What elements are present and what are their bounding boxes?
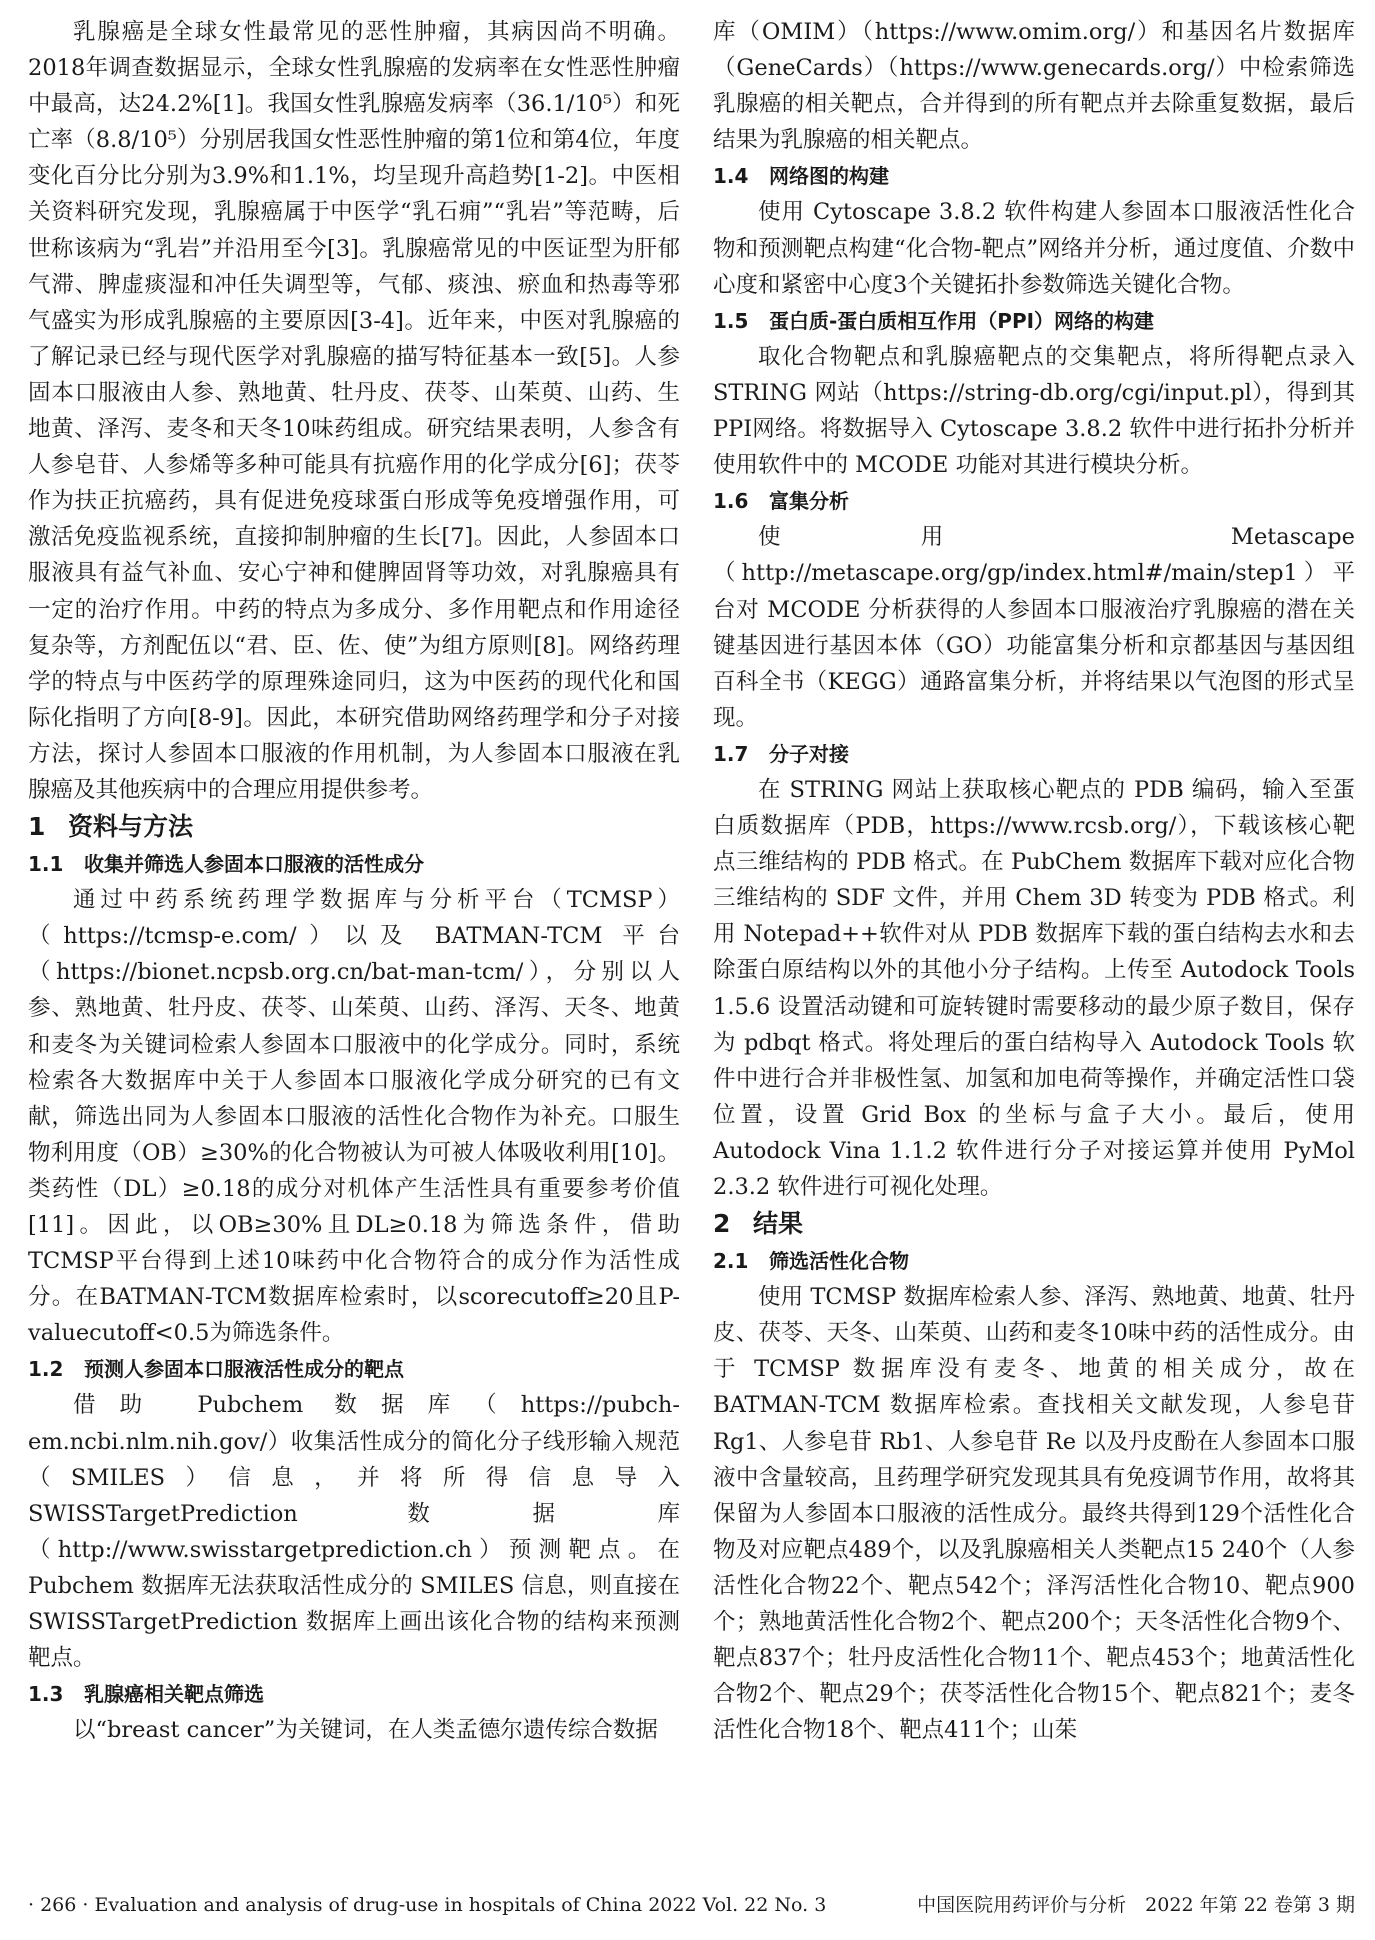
- subsection-heading: [28, 846, 680, 882]
- heading-number: 1: [28, 812, 46, 842]
- subsection-heading: [713, 303, 1355, 339]
- paragraph: 乳腺癌是全球女性最常见的恶性肿瘤，其病因尚不明确。2018年调查数据显示，全球女性乳腺癌的发病率在女性恶性肿瘤中最高，达24.2%[1]。我国女性乳腺癌发病率（36.1/10⁵）和死亡率（8.8/10⁵）分别居我国女性恶性肿瘤的第1位和第4位，年度变化百分比分别为3.9%和1.1%，均呈现升高趋势[1-2]。中医相关资料研究发现，乳腺癌属于中医学“乳石痈”“乳岩”等范畴，后世称该病为“乳岩”并沿用至今[3]。乳腺癌常见的中医证型为肝郁气滞、脾虚痰湿和冲任失调型等，气郁、痰浊、瘀血和热毒等邪气盛实为形成乳腺癌的主要原因[3-4]。近年来，中医对乳腺癌的了解记录已经与现代医学对乳腺癌的描写特征基本一致[5]。人参固本口服液由人参、熟地黄、牡丹皮、茯苓、山茱萸、山药、生地黄、泽泻、麦冬和天冬10味药组成。研究结果表明，人参含有人参皂苷、人参烯等多种可能具有抗癌作用的化学成分[6]；茯苓作为扶正抗癌药，具有促进免疫球蛋白形成等免疫增强作用，可激活免疫监视系统，直接抑制肿瘤的生长[7]。因此，人参固本口服液具有益气补血、安心宁神和健脾固肾等功效，对乳腺癌具有一定的治疗作用。中药的特点为多成分、多作用靶点和作用途径复杂等，方剂配伍以“君、臣、佐、使”为组方原则[8]。网络药理学的特点与中医药学的原理殊途同归，这为中医药的现代化和国际化指明了方向[8-9]。因此，本研究借助网络药理学和分子对接方法，探讨人参固本口服液的作用机制，为人参固本口服液在乳腺癌及其他疾病中的合理应用提供参考。: [28, 19, 680, 803]
- heading-number: 1.1: [28, 852, 64, 877]
- heading-text: 富集分析: [769, 489, 849, 514]
- heading-text: 结果: [753, 1209, 804, 1239]
- paragraph: 使用 Metascape（http://metascape.org/gp/index.html#/main/step1）平台对 MCODE 分析获得的人参固本口服液治疗乳腺癌的潜在关键基因进行基因本体（GO）功能富集分析和京都基因与基因组百科全书（KEGG）通路富集分析，并将结果以气泡图的形式呈现。: [713, 524, 1355, 731]
- paragraph: 库（OMIM）（https://www.omim.org/）和基因名片数据库（GeneCards）（https://www.genecards.org/）中检索筛选乳腺癌的相关靶点，合并得到的所有靶点并去除重复数据，最后结果为乳腺癌的相关靶点。: [713, 19, 1355, 154]
- paragraph: 在 STRING 网站上获取核心靶点的 PDB 编码，输入至蛋白质数据库（PDB，https://www.rcsb.org/），下载该核心靶点三维结构的 PDB 格式。在 PubChem 数据库下载对应化合物三维结构的 SDF 文件，并用 Chem 3D 转变为 PDB 格式。利用 Notepad++软件对从 PDB 数据库下载的蛋白结构去水和去除蛋白原结构以外的其他小分子结构。上传至 Autodock Tools 1.5.6 设置活动键和可旋转键时需要移动的最少原子数目，保存为 pdbqt 格式。将处理后的蛋白结构导入 Autodock Tools 软件中进行合并非极性氢、加氢和加电荷等操作，并确定活性口袋位置，设置 Grid Box 的坐标与盒子大小。最后，使用 Autodock Vina 1.1.2 软件进行分子对接运算并使用 PyMol 2.3.2 软件进行可视化处理。: [713, 776, 1355, 1200]
- paragraph: 借助 Pubchem 数据库（https://pubch-em.ncbi.nlm.nih.gov/）收集活性成分的简化分子线形输入规范（SMILES）信息，并将所得信息导入 SWISSTargetPrediction 数据库（http://www.swisstargetprediction.ch）预测靶点。在 Pubchem 数据库无法获取活性成分的 SMILES 信息，则直接在 SWISSTargetPrediction 数据库上画出该化合物的结构来预测靶点。: [28, 1392, 680, 1672]
- subsection-heading: [28, 1351, 680, 1387]
- heading-number: 2: [713, 1209, 731, 1239]
- subsection-heading: [713, 483, 1355, 519]
- heading-text: 收集并筛选人参固本口服液的活性成分: [84, 852, 424, 877]
- heading-number: 1.3: [28, 1682, 64, 1707]
- paragraph: 取化合物靶点和乳腺癌靶点的交集靶点，将所得靶点录入 STRING 网站（https://string-db.org/cgi/input.pl），得到其PPI网络。将数据导入 Cytoscape 3.8.2 软件中进行拓扑分析并使用软件中的 MCODE 功能对其进行模块分析。: [713, 343, 1355, 479]
- subsection-heading: [28, 1676, 680, 1712]
- heading-text: 网络图的构建: [769, 164, 889, 189]
- section-heading: [713, 1205, 1355, 1243]
- right-column: [713, 14, 1355, 1748]
- heading-text: 分子对接: [769, 741, 849, 766]
- heading-text: 筛选活性化合物: [769, 1249, 909, 1274]
- paragraph: 使用 TCMSP 数据库检索人参、泽泻、熟地黄、地黄、牡丹皮、茯苓、天冬、山茱萸、山药和麦冬10味中药的活性成分。由于 TCMSP 数据库没有麦冬、地黄的相关成分，故在 BATMAN-TCM 数据库检索。查找相关文献发现，人参皂苷 Rg1、人参皂苷 Rb1、人参皂苷 Re 以及丹皮酚在人参固本口服液中含量较高，且药理学研究发现其具有免疫调节作用，故将其保留为人参固本口服液的活性成分。最终共得到129个活性化合物及对应靶点489个，以及乳腺癌相关人类靶点15 240个（人参活性化合物22个、靶点542个；泽泻活性化合物10、靶点900个；熟地黄活性化合物2个、靶点200个；天冬活性化合物9个、靶点837个；牡丹皮活性化合物11个、靶点453个；地黄活性化合物2个、靶点29个；茯苓活性化合物15个、靶点821个；麦冬活性化合物18个、靶点411个；山茱: [713, 1284, 1355, 1744]
- heading-text: 预测人参固本口服液活性成分的靶点: [84, 1357, 404, 1382]
- footer-journal-english: · 266 · Evaluation and analysis of drug-use in hospitals of China 2022 Vol. 22 No. 3: [28, 1894, 827, 1916]
- paragraph: 通过中药系统药理学数据库与分析平台（TCMSP）（https://tcmsp-e.com/）以及 BATMAN-TCM 平台（https://bionet.ncpsb.org.cn/bat-man-tcm/），分别以人参、熟地黄、牡丹皮、茯苓、山茱萸、山药、泽泻、天冬、地黄和麦冬为关键词检索人参固本口服液中的化学成分。同时，系统检索各大数据库中关于人参固本口服液化学成分研究的已有文献，筛选出同为人参固本口服液的活性化合物作为补充。口服生物利用度（OB）≥30%的化合物被认为可被人体吸收利用[10]。类药性（DL）≥0.18的成分对机体产生活性具有重要参考价值[11]。因此，以OB≥30%且DL≥0.18为筛选条件，借助TCMSP平台得到上述10味药中化合物符合的成分作为活性成分。在BATMAN-TCM数据库检索时，以scorecutoff≥20且P-valuecutoff<0.5为筛选条件。: [28, 887, 680, 1347]
- heading-number: 1.7: [713, 741, 749, 766]
- footer-journal-chinese: 中国医院用药评价与分析 2022 年第 22 卷第 3 期: [917, 1894, 1355, 1916]
- heading-number: 1.4: [713, 164, 749, 189]
- heading-number: 1.5: [713, 308, 749, 333]
- heading-number: 2.1: [713, 1249, 749, 1274]
- subsection-heading: [713, 736, 1355, 772]
- heading-text: 蛋白质-蛋白质相互作用（PPI）网络的构建: [769, 308, 1155, 333]
- paragraph: 以“breast cancer”为关键词，在人类孟德尔遗传综合数据: [73, 1717, 658, 1744]
- section-heading: [28, 808, 680, 846]
- heading-text: 乳腺癌相关靶点筛选: [84, 1682, 264, 1707]
- page-footer: [28, 1890, 1355, 1920]
- heading-number: 1.6: [713, 489, 749, 514]
- subsection-heading: [713, 158, 1355, 194]
- heading-text: 资料与方法: [68, 812, 194, 842]
- subsection-heading: [713, 1243, 1355, 1279]
- left-column: [28, 14, 680, 1748]
- paragraph: 使用 Cytoscape 3.8.2 软件构建人参固本口服液活性化合物和预测靶点构建“化合物-靶点”网络并分析，通过度值、介数中心度和紧密中心度3个关键拓扑参数筛选关键化合物。: [713, 199, 1355, 298]
- heading-number: 1.2: [28, 1357, 64, 1382]
